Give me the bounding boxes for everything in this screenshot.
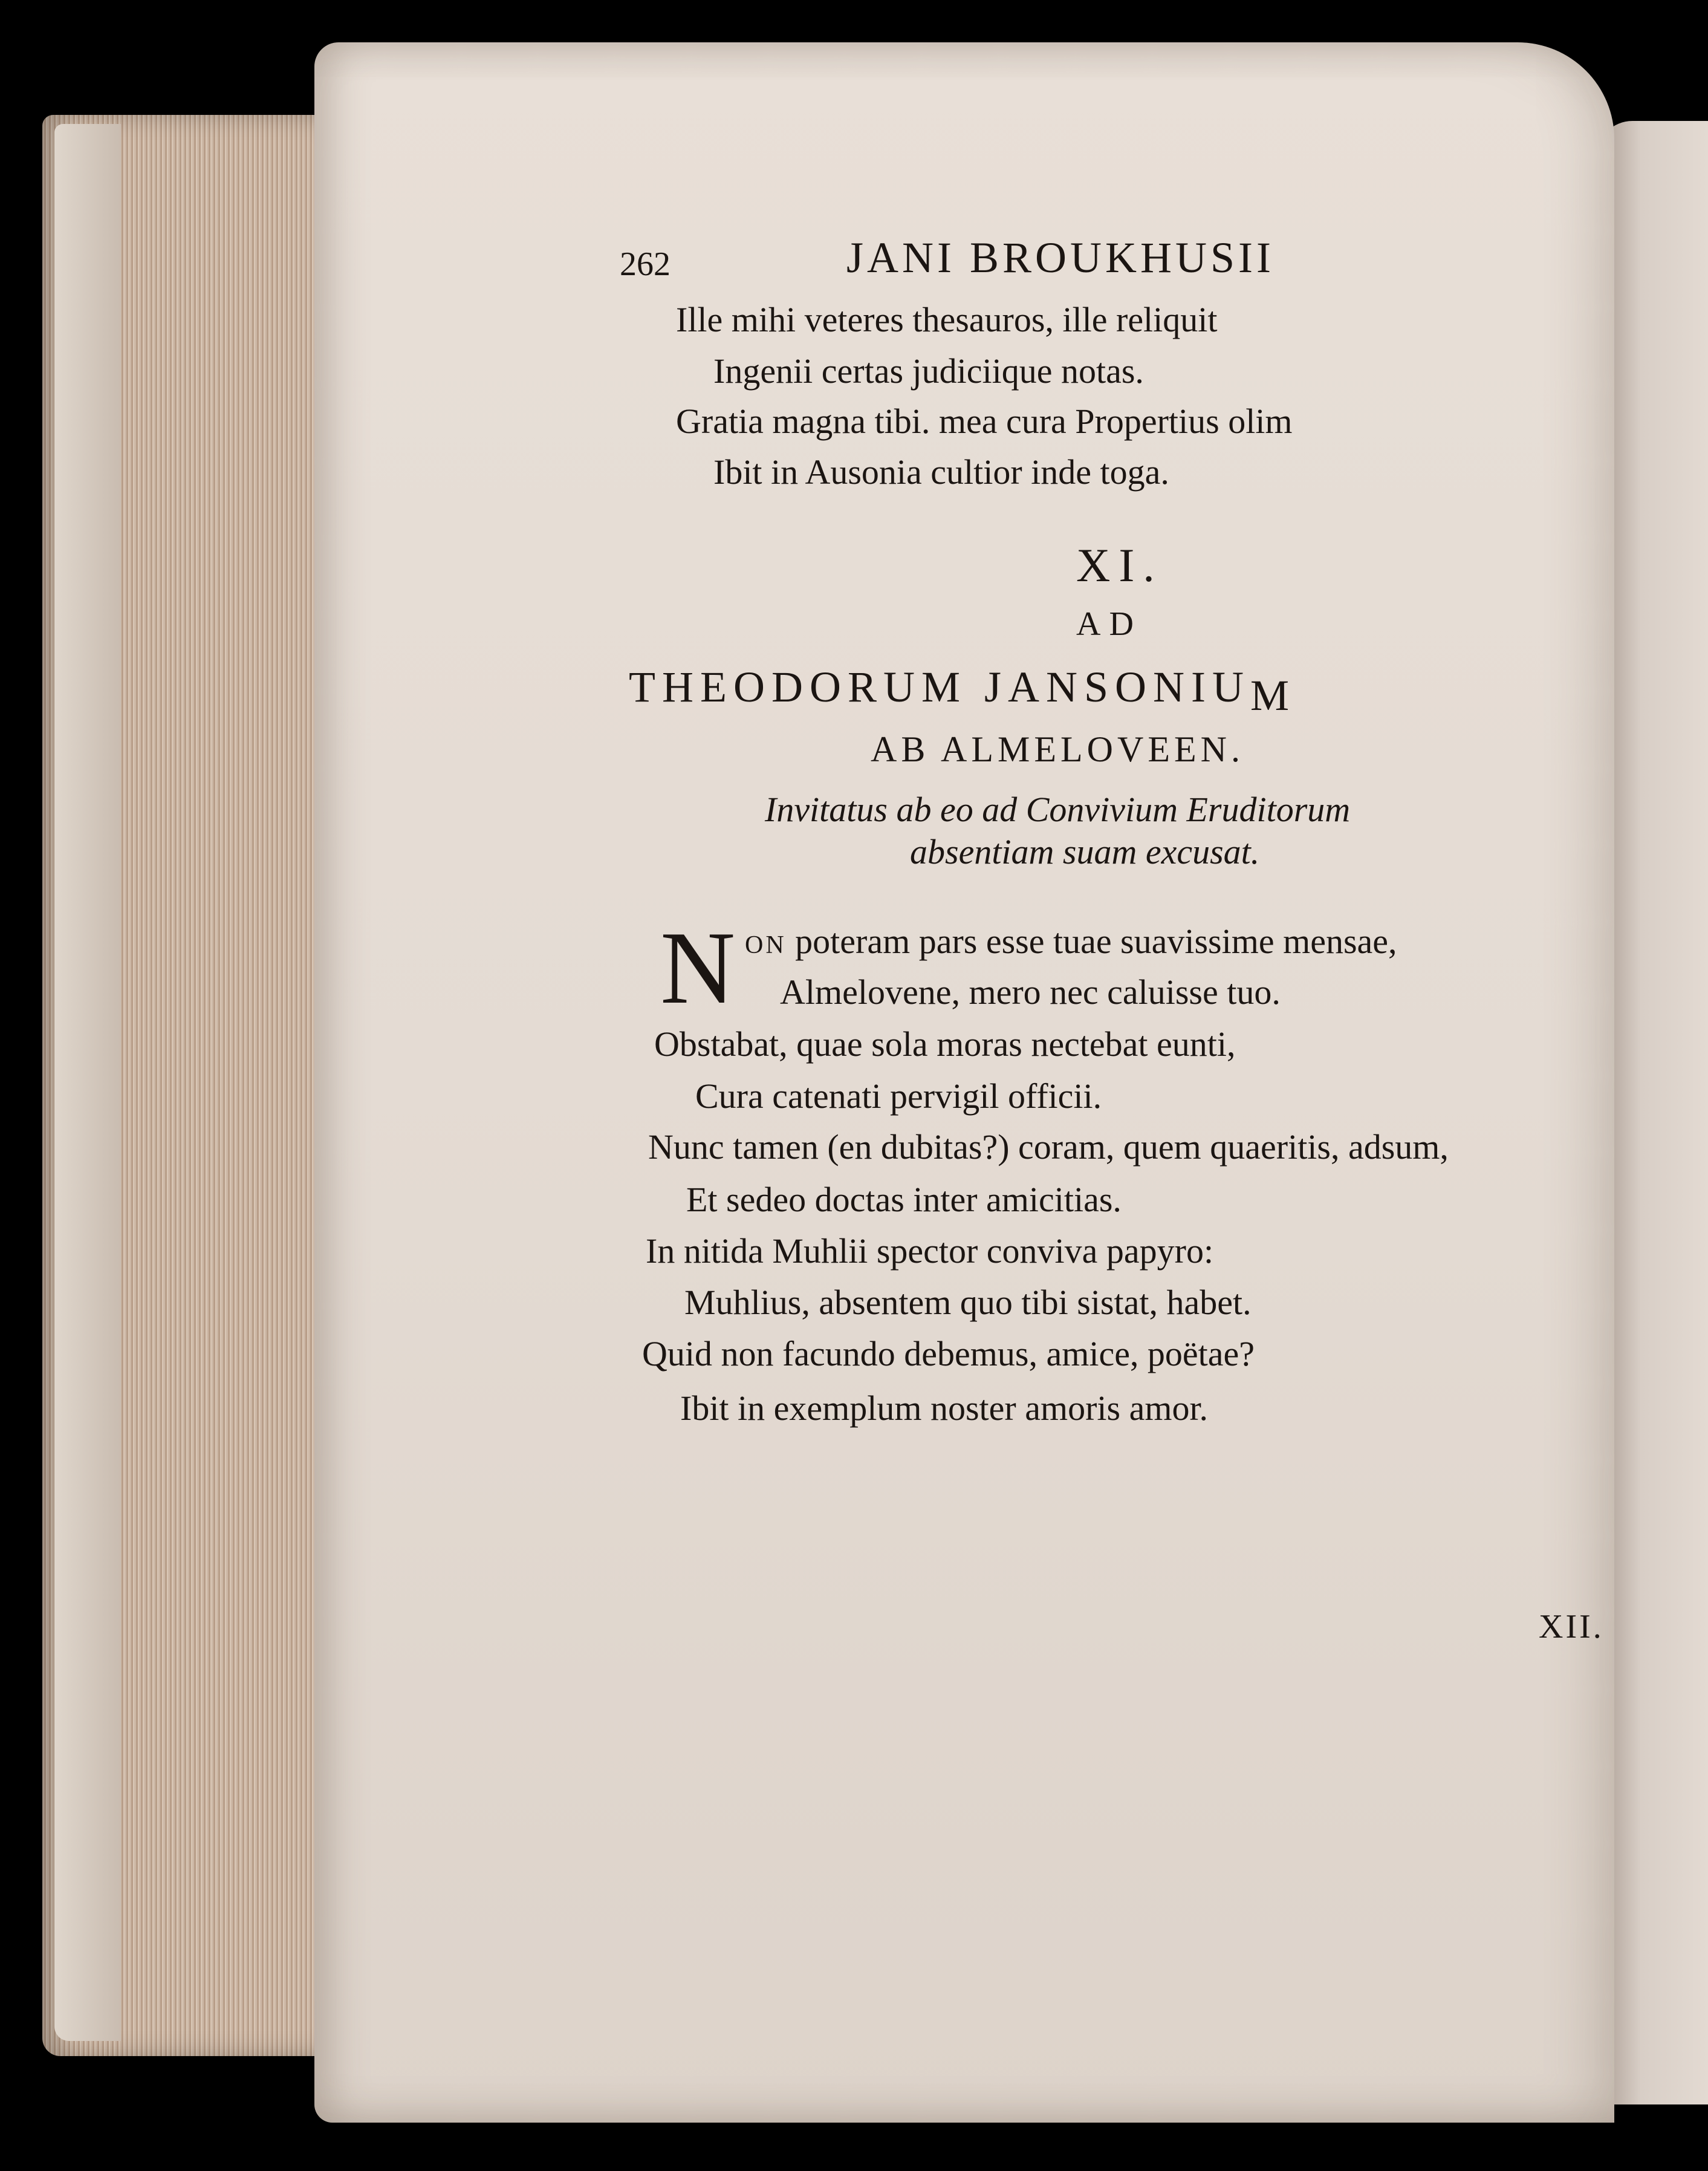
verse-line: Cura catenati pervigil officii. [695,1076,1102,1116]
running-title: JANI BROUKHUSII [846,233,1275,282]
verse-line: Ille mihi veteres thesauros, ille reliquit [676,300,1218,339]
verse-line: Gratia magna tibi. mea cura Propertius olim [676,402,1293,441]
first-line-rest: poteram pars esse tuae suavissime mensae, [786,922,1397,961]
poem-heading-subtitle: AB ALMELOVEEN. [871,729,1244,769]
verse-line: Quid non facundo debemus, amice, poëtae? [642,1334,1255,1373]
poem-heading-preposition: AD [1076,605,1142,643]
verse-line: Ibit in Ausonia cultior inde toga. [713,452,1169,492]
verse-line: Nunc tamen (en dubitas?) coram, quem quaeritis, adsum, [648,1127,1449,1167]
addressee-tail: M [1250,671,1294,720]
verse-line: Almelovene, mero nec caluisse tuo. [780,972,1281,1012]
page-number: 262 [620,246,671,283]
first-word-rest: ON [745,931,787,959]
verse-line: Ibit in exemplum noster amoris amor. [680,1388,1209,1428]
addressee-main: THEODORUM JANSONIU [629,663,1251,711]
poem-heading-addressee [629,662,1294,720]
verse-line-first [745,924,1397,959]
verse-line: Et sedeo doctas inter amicitias. [686,1180,1122,1219]
drop-cap: N [660,911,736,1026]
poem-argument-line: Invitatus ab eo ad Convivium Eruditorum [765,790,1351,829]
verse-line: Muhlius, absentem quo tibi sistat, habet. [684,1283,1252,1322]
verse-line: In nitida Muhlii spector conviva papyro: [646,1231,1214,1271]
verse-line: Obstabat, quae sola moras nectebat eunti, [654,1024,1236,1064]
running-head [620,233,1412,281]
poem-argument-line: absentiam suam excusat. [910,832,1260,871]
verse-line: Ingenii certas judiciique notas. [713,351,1144,391]
poem-number: XI. [1076,539,1163,591]
catchword: XII. [1539,1608,1604,1645]
